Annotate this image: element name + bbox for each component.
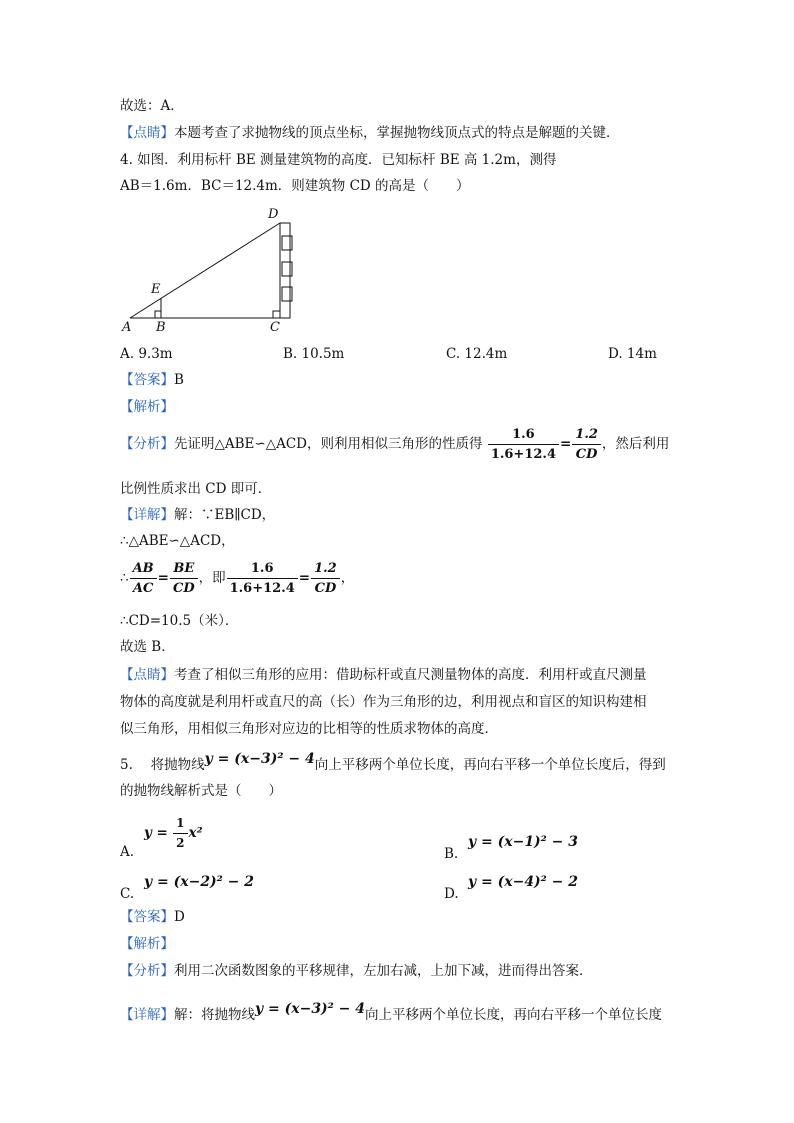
frac-den: CD [575,447,598,462]
right-angle-b [155,311,161,318]
frac-den: 1.6+12.4 [490,447,556,462]
frac-den: 1.6+12.4 [229,581,295,596]
q5-option-d-label: D. [444,886,459,902]
q5-number: 5. 将抛物线 [120,757,205,773]
dianjing-tag: 【点睛】 [120,667,174,683]
q4-fenxi [120,426,669,462]
q4-option-d: D. 14m [608,346,657,362]
fraction-be-cd [170,561,198,596]
frac-num: 1.2 [311,561,340,579]
equals-sign: = [157,570,169,586]
fraction-1-6 [488,427,559,462]
frac-num: 1 [173,816,187,834]
label-a: A [122,320,132,335]
q5-parabola: y = (x−3)² − 4 [255,1001,366,1017]
q5-option-c-math: y = (x−2)² − 2 [144,874,255,890]
fenxi-tag: 【分析】 [120,963,174,979]
xiangjie-text-a: 解：将抛物线 [174,1007,255,1023]
therefore-sign: ∴ [120,570,129,586]
dianjing-tag: 【点睛】 [120,125,174,141]
q4-xiangjie-3 [120,557,354,599]
equals-sign: = [559,436,572,452]
fraction-one-half [173,816,187,851]
frac-num: 1.6 [488,427,559,445]
frac-num: AB [130,561,157,579]
q4-option-b: B. 10.5m [283,346,345,362]
fraction-ab-ac [130,561,157,596]
q4-dianjing-3: 似三角形，用相似三角形对应边的比相等的性质求物体的高度． [120,721,498,737]
fenxi-text-b: ，然后利用 [601,436,670,452]
xiangjie-text: 解：∵EB∥CD， [174,507,276,523]
label-d: D [268,207,279,222]
q5-stem-2: 的抛物线解析式是（ ） [120,783,282,799]
answer-value: B [174,372,184,388]
q4-option-a: A. 9.3m [120,346,173,362]
ji-text: ，即 [198,570,226,586]
xiangjie-tag: 【详解】 [120,1007,174,1023]
q5-parabola: y = (x−3)² − 4 [204,751,315,767]
fraction-1-6 [227,561,298,596]
q5-answer [120,908,185,926]
answer-tag: 【答案】 [120,909,174,925]
label-c: C [270,320,280,335]
q5-option-b-label: B. [444,846,459,862]
q5-xiangjie [120,1001,663,1024]
q5-stem-text: 向上平移两个单位长度，再向右平移一个单位长度后，得到 [314,757,666,773]
frac-num: 1.6 [227,561,298,579]
comma: ， [340,570,355,586]
line-ad [130,223,280,318]
q4-fenxi-2: 比例性质求出 CD 即可． [120,481,272,497]
label-e: E [151,282,161,297]
answer-tag: 【答案】 [120,372,174,388]
q4-analysis-tag: 【解析】 [120,399,174,415]
q5-option-d-math: y = (x−4)² − 2 [468,874,579,890]
dianjing-text: 考查了相似三角形的应用：借助标杆或直尺测量物体的高度．利用杆或直尺测量 [174,667,647,683]
fenxi-tag: 【分析】 [120,436,174,452]
q4-xiangjie-5: 故选 B． [120,639,175,655]
opt-a-x2: x² [188,825,203,841]
frac-num: BE [170,561,198,579]
q4-xiangjie-2: ∴△ABE∽△ACD， [120,533,235,549]
q5-option-c-label: C. [120,886,135,902]
q4-answer [120,371,184,389]
q4-dianjing-1 [120,666,647,684]
q5-option-a-math [144,816,202,851]
q4-xiangjie-4: ∴CD=10.5（米）． [120,613,239,629]
q4-option-c: C. 12.4m [446,346,508,362]
opt-a-y: y = [144,825,168,841]
answer-value: D [174,909,185,925]
xiangjie-text-b: 向上平移两个单位长度，再向右平移一个单位长度 [365,1007,663,1023]
xiangjie-tag: 【详解】 [120,507,174,523]
dianjing-prev [120,124,620,142]
frac-den: AC [132,581,154,596]
q4-xiangjie-1 [120,506,275,524]
fraction-1-2 [572,427,601,462]
q4-stem-2: AB＝1.6m．BC＝12.4m．则建筑物 CD 的高是（ ） [120,178,470,194]
q4-dianjing-2: 物体的高度就是利用杆或直尺的高（长）作为三角形的边，利用视点和盲区的知识构建相 [120,694,647,710]
frac-den: CD [314,581,337,596]
dianjing-text: 本题考查了求抛物线的顶点坐标，掌握抛物线顶点式的特点是解题的关键． [174,125,620,141]
frac-num: 1.2 [572,427,601,445]
q5-analysis-tag: 【解析】 [120,936,174,952]
q4-stem-1: 4. 如图．利用标杆 BE 测量建筑物的高度．已知标杆 BE 高 1.2m，测得 [120,152,557,168]
frac-den: CD [172,581,195,596]
fenxi-text-a: 先证明△ABE∽△ACD，则利用相似三角形的性质得 [174,436,483,452]
label-b: B [156,320,166,335]
line-choose-a: 故选：A． [120,98,184,114]
q5-option-a-label: A. [120,844,135,860]
right-angle-c [273,311,280,318]
fenxi-text: 利用二次函数图象的平移规律，左加右减，上加下减，进而得出答案． [174,963,593,979]
fraction-1-2 [311,561,340,596]
q5-fenxi [120,962,593,980]
equals-sign: = [298,570,311,586]
q5-stem-1 [120,751,666,774]
q5-option-b-math: y = (x−1)² − 3 [468,834,579,850]
q4-figure [118,205,308,335]
frac-den: 2 [176,836,185,850]
